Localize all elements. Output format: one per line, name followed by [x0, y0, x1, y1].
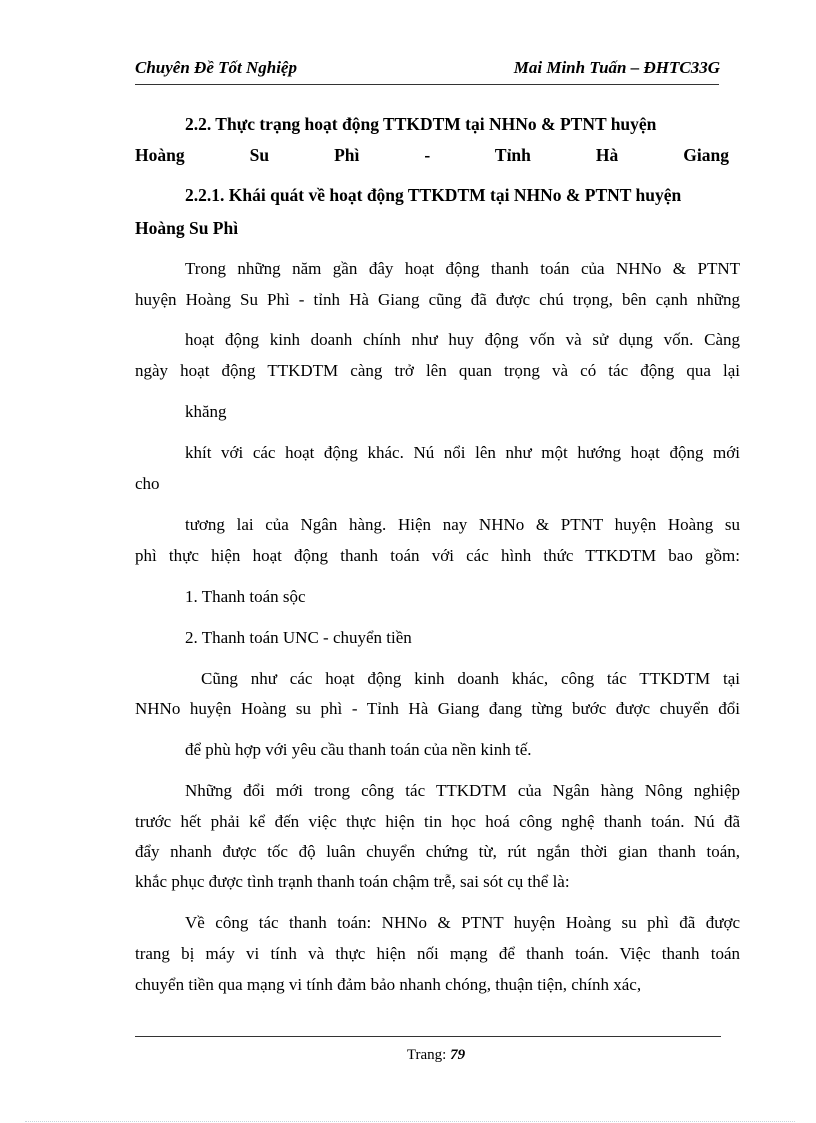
paragraph-line: khắc phục được tình trạnh thanh toán chậm trễ, sai sót cụ thể là:	[135, 872, 570, 891]
paragraph-line: chuyển tiền qua mạng vi tính đảm bảo nhanh chóng, thuận tiện, chính xác,	[135, 975, 642, 994]
paragraph-line: trước hết phải kể đến việc thực hiện tin học hoá công nghệ thanh toán. Nú đã	[135, 812, 740, 831]
paragraph-line: khăng	[185, 402, 227, 421]
page-label: Trang:	[406, 1047, 447, 1063]
paragraph-line: NHNo huyện Hoàng su phì - Tỉnh Hà Giang đang từng bước được chuyển đổi	[135, 699, 740, 718]
paragraph-line: ngày hoạt động TTKDTM càng trở lên quan trọng và có tác động qua lại	[135, 361, 740, 380]
paragraph-line: trang bị máy vi tính và thực hiện nối mạng để thanh toán. Việc thanh toán	[135, 944, 740, 963]
section-heading-2-2-line2-text: Hoàng Su Phì - Tỉnh Hà Giang	[135, 145, 729, 165]
header-author: Mai Minh Tuấn – ĐHTC33G	[513, 58, 720, 77]
paragraph-line: Về công tác thanh toán: NHNo & PTNT huyện Hoàng su phì đã được	[185, 913, 740, 932]
paragraph-line: cho	[135, 474, 160, 493]
page-number: 79	[450, 1047, 466, 1063]
footer-divider	[135, 1036, 721, 1037]
paragraph-line: Những đổi mới trong công tác TTKDTM của Ngân hàng Nông nghiệp	[185, 781, 740, 800]
paragraph-line: khít với các hoạt động khác. Nú nổi lên như một hướng hoạt động mới	[185, 443, 740, 462]
page-footer	[0, 1045, 816, 1065]
paragraph-line: Trong những năm gần đây hoạt động thanh toán của NHNo & PTNT	[185, 259, 740, 278]
paragraph-line: phì thực hiện hoạt động thanh toán với các hình thức TTKDTM bao gồm:	[135, 546, 740, 565]
section-heading-2-2-line1: 2.2. Thực trạng hoạt động TTKDTM tại NHNo & PTNT huyện	[185, 114, 657, 134]
paragraph-line: để phù hợp với yêu cầu thanh toán của nền kinh tế.	[185, 740, 532, 759]
section-heading-2-2-line2	[135, 144, 740, 166]
section-heading-2-2-1-line1: 2.2.1. Khái quát về hoạt động TTKDTM tại NHNo & PTNT huyện	[185, 185, 682, 205]
paragraph-line: đẩy nhanh được tốc độ luân chuyển chứng từ, rút ngắn thời gian thanh toán,	[135, 842, 740, 861]
page-header	[135, 56, 720, 80]
list-item-2: 2. Thanh toán UNC - chuyển tiền	[185, 628, 412, 647]
page-boundary	[25, 1121, 795, 1122]
paragraph-line: tương lai của Ngân hàng. Hiện nay NHNo & PTNT huyện Hoàng su	[185, 515, 740, 534]
paragraph-line: Cũng như các hoạt động kinh doanh khác, công tác TTKDTM tại	[201, 669, 740, 688]
paragraph-line: huyện Hoàng Su Phì - tỉnh Hà Giang cũng đã được chú trọng, bên cạnh những	[135, 290, 740, 309]
list-item-1: 1. Thanh toán sộc	[185, 587, 306, 606]
header-document-title: Chuyên Đề Tốt Nghiệp	[135, 58, 297, 77]
section-heading-2-2-1-line2: Hoàng Su Phì	[135, 218, 239, 238]
header-divider	[135, 84, 719, 85]
paragraph-line: hoạt động kinh doanh chính như huy động vốn và sử dụng vốn. Càng	[185, 330, 740, 349]
